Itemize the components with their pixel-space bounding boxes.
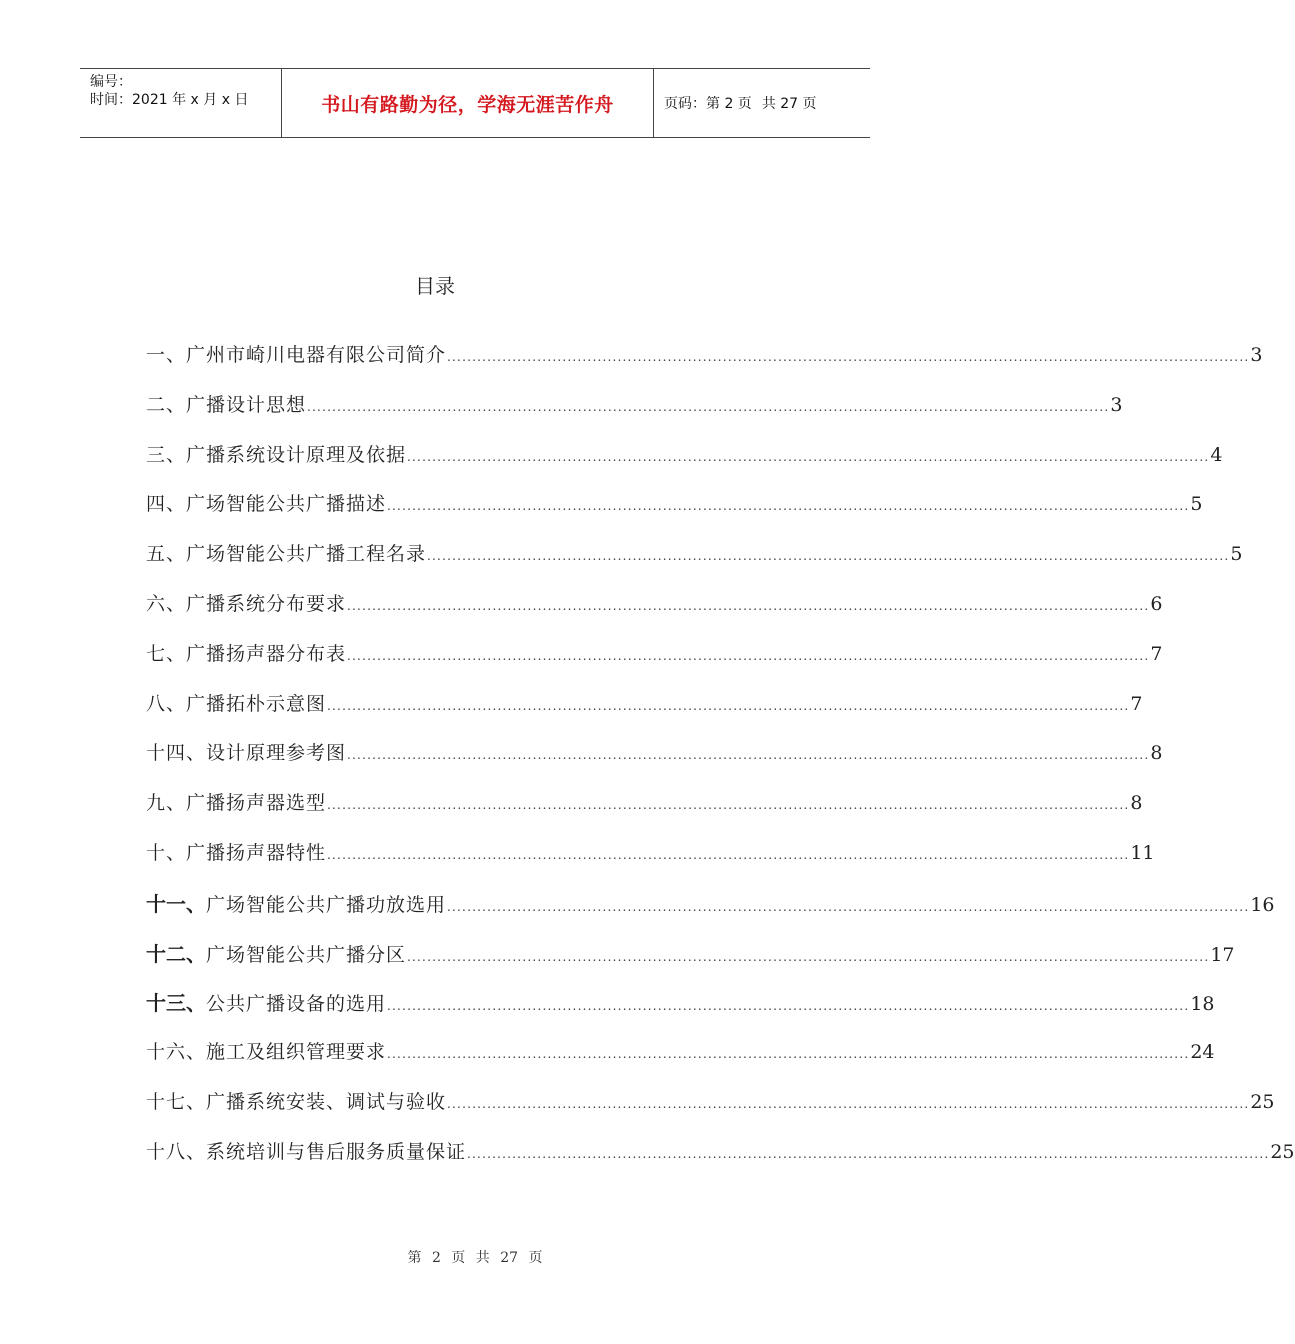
toc-entry[interactable]	[146, 639, 1163, 689]
toc-entry[interactable]	[146, 788, 1143, 838]
toc-entry[interactable]	[146, 1037, 1215, 1087]
toc-entry[interactable]	[146, 838, 1155, 888]
toc-entry-number: 八、	[146, 692, 187, 715]
header-page-info	[654, 69, 870, 137]
toc-entry[interactable]	[146, 589, 1163, 639]
toc-entry-number: 十二、	[146, 941, 206, 966]
toc-entry-number: 九、	[146, 792, 187, 815]
toc-entry-title: 广场智能公共广播分区	[206, 943, 407, 966]
toc-leader-dots: ................................................................................................................................................................	[447, 1096, 1250, 1111]
toc-entry-number: 十四、	[146, 742, 207, 765]
toc-entry[interactable]	[146, 689, 1143, 739]
toc-entry-page: 8	[1130, 792, 1143, 815]
toc-entry-number: 四、	[146, 493, 187, 516]
toc-entry[interactable]	[146, 938, 1235, 988]
toc-leader-dots: ................................................................................................................................................................	[407, 949, 1210, 964]
toc-leader-dots: ................................................................................................................................................................	[327, 847, 1130, 862]
toc-leader-dots: ................................................................................................................................................................	[447, 350, 1250, 364]
toc-entry-title: 广州市崎川电器有限公司简介	[186, 344, 447, 366]
toc-entry-page: 17	[1210, 943, 1235, 966]
toc-entry-page: 4	[1210, 443, 1223, 466]
toc-entry-title: 公共广播设备的选用	[206, 993, 387, 1016]
toc-leader-dots: ................................................................................................................................................................	[387, 1047, 1190, 1062]
toc-leader-dots: ................................................................................................................................................................	[327, 698, 1130, 713]
toc-entry[interactable]	[146, 489, 1203, 539]
toc-entry[interactable]	[146, 440, 1223, 490]
toc-entry-title: 广场智能公共广播描述	[186, 493, 387, 516]
document-time-label: 时间：2021 年 x 月 x 日	[90, 92, 249, 108]
toc-leader-dots: ................................................................................................................................................................	[387, 999, 1190, 1014]
toc-entry-title: 广播系统安装、调试与验收	[206, 1090, 447, 1113]
table-of-contents	[146, 340, 1295, 1187]
toc-entry-number: 一、	[146, 344, 187, 366]
toc-entry-number: 七、	[146, 642, 187, 665]
toc-entry-title: 施工及组织管理要求	[206, 1041, 387, 1064]
toc-leader-dots: ................................................................................................................................................................	[387, 499, 1190, 514]
toc-leader-dots: ................................................................................................................................................................	[467, 1146, 1270, 1161]
toc-entry-title: 广场智能公共广播工程名录	[186, 543, 427, 566]
document-number-label: 编号：	[90, 74, 132, 90]
toc-entry-title: 系统培训与售后服务质量保证	[206, 1140, 467, 1163]
toc-entry-page: 25	[1250, 1090, 1275, 1113]
toc-entry-number: 十八、	[146, 1140, 207, 1163]
toc-entry[interactable]	[146, 738, 1163, 788]
toc-entry-page: 5	[1230, 543, 1243, 566]
toc-entry-number: 六、	[146, 592, 187, 615]
toc-entry[interactable]	[146, 539, 1243, 589]
page-footer: 第 2 页 共 27 页	[407, 1250, 543, 1266]
header-page-current: 页码：第 2 页	[664, 96, 752, 112]
toc-entry-page: 16	[1250, 893, 1275, 916]
toc-leader-dots: ................................................................................................................................................................	[327, 798, 1130, 813]
toc-entry-page: 3	[1110, 393, 1123, 416]
page-header	[80, 68, 870, 138]
toc-entry-page: 7	[1130, 692, 1143, 715]
toc-entry-number: 十一、	[146, 891, 206, 916]
toc-entry-number: 十、	[146, 841, 187, 864]
toc-entry-number: 十三、	[146, 991, 206, 1016]
toc-entry-title: 广播设计思想	[186, 393, 307, 416]
toc-entry-page: 25	[1270, 1140, 1295, 1163]
toc-entry-page: 18	[1190, 993, 1215, 1016]
toc-entry-page: 7	[1150, 642, 1163, 665]
toc-entry-page: 3	[1250, 344, 1263, 366]
toc-entry-number: 二、	[146, 393, 187, 416]
toc-title: 目录	[415, 274, 455, 298]
toc-entry[interactable]	[146, 987, 1215, 1037]
toc-entry-number: 三、	[146, 443, 187, 466]
toc-entry-title: 广播系统分布要求	[186, 592, 347, 615]
toc-entry[interactable]	[146, 1137, 1295, 1187]
header-meta	[80, 69, 282, 137]
toc-entry-title: 广播拓朴示意图	[186, 692, 327, 715]
toc-entry-title: 广场智能公共广播功放选用	[206, 893, 447, 916]
toc-entry-number: 十七、	[146, 1090, 207, 1113]
toc-entry-page: 11	[1130, 841, 1155, 864]
header-motto: 书山有路勤为径，学海无涯苦作舟	[282, 69, 654, 137]
toc-entry-title: 设计原理参考图	[206, 742, 347, 765]
toc-entry-title: 广播扬声器分布表	[186, 642, 347, 665]
toc-entry-title: 广播扬声器选型	[186, 792, 327, 815]
toc-leader-dots: ................................................................................................................................................................	[347, 648, 1150, 663]
toc-entry[interactable]	[146, 340, 1263, 390]
toc-entry-number: 十六、	[146, 1041, 207, 1064]
toc-entry-page: 8	[1150, 742, 1163, 765]
toc-leader-dots: ................................................................................................................................................................	[307, 399, 1110, 414]
toc-entry-title: 广播扬声器特性	[186, 841, 327, 864]
toc-entry[interactable]	[146, 390, 1123, 440]
toc-leader-dots: ................................................................................................................................................................	[407, 449, 1210, 464]
toc-leader-dots: ................................................................................................................................................................	[347, 748, 1150, 763]
toc-leader-dots: ................................................................................................................................................................	[427, 549, 1230, 564]
toc-leader-dots: ................................................................................................................................................................	[347, 598, 1150, 613]
toc-entry-page: 6	[1150, 592, 1163, 615]
toc-entry-title: 广播系统设计原理及依据	[186, 443, 407, 466]
toc-entry-page: 5	[1190, 493, 1203, 516]
toc-leader-dots: ................................................................................................................................................................	[447, 899, 1250, 914]
header-page-total: 共 27 页	[761, 96, 817, 112]
toc-entry-number: 五、	[146, 543, 187, 566]
toc-entry-page: 24	[1190, 1041, 1215, 1064]
toc-entry[interactable]	[146, 888, 1275, 938]
toc-entry[interactable]	[146, 1087, 1275, 1137]
